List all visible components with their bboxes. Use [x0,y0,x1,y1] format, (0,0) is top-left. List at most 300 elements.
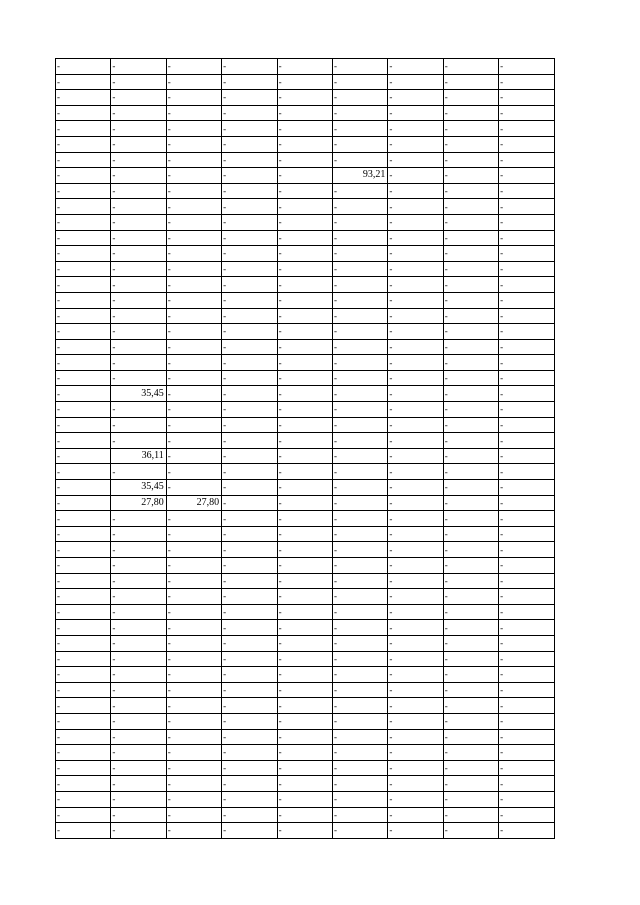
table-cell: - [166,558,221,574]
table-cell: - [277,136,332,152]
table-cell: - [277,682,332,698]
table-cell: - [332,729,387,745]
table-cell: - [443,760,498,776]
table-cell: - [111,136,166,152]
table-cell: - [443,745,498,761]
table-cell: - [443,59,498,75]
table-cell: - [166,698,221,714]
table-cell: - [443,791,498,807]
table-cell: - [388,776,443,792]
table-cell: - [443,402,498,418]
table-cell: - [388,807,443,823]
table-cell: - [111,292,166,308]
table-cell: - [56,402,111,418]
table-cell: - [388,760,443,776]
table-cell: - [443,667,498,683]
table-cell: - [332,246,387,262]
table-cell: - [388,214,443,230]
table-cell: - [166,183,221,199]
table-cell: - [499,168,554,184]
table-cell: - [388,558,443,574]
table-cell: - [443,698,498,714]
table-cell: - [499,308,554,324]
table-cell: - [499,152,554,168]
table-cell: 35,45 [111,386,166,402]
table-cell: - [499,713,554,729]
table-row [56,355,555,371]
table-cell: - [222,324,277,340]
table-cell: - [222,589,277,605]
table-cell: - [499,136,554,152]
table-cell: - [443,370,498,386]
table-cell: - [56,324,111,340]
table-cell: - [166,776,221,792]
table-cell: - [222,464,277,480]
table-cell: - [222,433,277,449]
table-cell: - [111,542,166,558]
table-cell: 27,80 [111,495,166,511]
table-cell: - [166,620,221,636]
table-cell: - [499,823,554,839]
table-cell: - [388,433,443,449]
table-row [56,464,555,480]
table-cell: - [499,698,554,714]
table-cell: - [499,604,554,620]
table-cell: - [332,526,387,542]
table-cell: - [499,635,554,651]
table-row [56,589,555,605]
table-cell: - [166,542,221,558]
table-cell: - [443,589,498,605]
table-cell: - [166,589,221,605]
table-row [56,745,555,761]
table-row [56,370,555,386]
table-cell: - [332,791,387,807]
table-cell: - [277,292,332,308]
table-cell: - [443,464,498,480]
table-cell: - [443,495,498,511]
table-row [56,339,555,355]
table-cell: - [222,682,277,698]
table-cell: - [111,682,166,698]
table-cell: - [56,448,111,464]
table-cell: - [222,183,277,199]
table-row [56,324,555,340]
table-cell: - [388,386,443,402]
table-row [56,183,555,199]
table-cell: - [166,59,221,75]
table-cell: - [222,604,277,620]
table-cell: - [166,745,221,761]
table-cell: - [443,807,498,823]
table-cell: - [277,511,332,527]
table-cell: - [499,651,554,667]
data-table [55,58,555,839]
table-cell: - [166,823,221,839]
table-cell: - [222,59,277,75]
table-cell: - [222,480,277,496]
table-cell: - [499,589,554,605]
table-cell: - [332,667,387,683]
table-cell: - [443,651,498,667]
table-cell: - [443,776,498,792]
table-cell: - [332,760,387,776]
table-row [56,90,555,106]
table-body [56,59,555,839]
table-cell: - [56,729,111,745]
table-cell: - [499,558,554,574]
table-cell: - [222,526,277,542]
table-cell: - [222,635,277,651]
table-cell: - [166,136,221,152]
table-cell: - [443,604,498,620]
table-cell: - [443,480,498,496]
table-cell: - [332,90,387,106]
table-cell: - [166,667,221,683]
table-cell: - [332,495,387,511]
table-cell: - [56,480,111,496]
table-cell: - [56,526,111,542]
table-cell: - [222,823,277,839]
table-cell: - [388,480,443,496]
table-cell: - [277,308,332,324]
table-cell: - [166,713,221,729]
table-cell: - [277,558,332,574]
table-cell: - [388,745,443,761]
table-row [56,776,555,792]
table-cell: 27,80 [166,495,221,511]
table-row [56,698,555,714]
table-cell: - [111,59,166,75]
table-cell: - [388,542,443,558]
table-cell: - [277,417,332,433]
table-cell: - [56,542,111,558]
table-cell: - [388,526,443,542]
table-cell: - [332,823,387,839]
table-cell: 93,21 [332,168,387,184]
table-cell: - [222,807,277,823]
table-cell: - [222,308,277,324]
table-cell: - [332,261,387,277]
table-cell: - [111,183,166,199]
table-cell: - [388,230,443,246]
table-cell: - [111,433,166,449]
table-cell: - [166,480,221,496]
table-cell: 35,45 [111,480,166,496]
table-cell: - [166,261,221,277]
table-cell: - [332,542,387,558]
table-cell: - [56,59,111,75]
table-cell: - [332,402,387,418]
table-cell: - [388,604,443,620]
table-cell: - [277,324,332,340]
table-cell: - [443,308,498,324]
table-cell: - [277,183,332,199]
table-row [56,246,555,262]
table-cell: - [166,105,221,121]
table-cell: - [499,324,554,340]
table-cell: - [443,261,498,277]
table-cell: - [388,277,443,293]
table-cell: - [56,433,111,449]
table-cell: - [388,635,443,651]
table-cell: - [111,823,166,839]
table-cell: - [388,152,443,168]
table-cell: - [332,589,387,605]
table-cell: - [277,635,332,651]
table-row [56,667,555,683]
table-cell: - [499,526,554,542]
table-cell: - [388,698,443,714]
table-cell: - [499,417,554,433]
table-cell: - [277,339,332,355]
table-cell: - [277,698,332,714]
table-cell: - [443,713,498,729]
table-cell: - [499,433,554,449]
table-row [56,807,555,823]
table-cell: - [499,105,554,121]
table-row [56,729,555,745]
table-cell: - [277,542,332,558]
table-cell: - [332,651,387,667]
table-cell: - [499,573,554,589]
table-cell: - [388,573,443,589]
table-cell: - [499,199,554,215]
table-cell: - [166,308,221,324]
table-cell: - [499,214,554,230]
table-cell: - [332,635,387,651]
table-cell: - [443,526,498,542]
table-cell: - [277,261,332,277]
table-cell: - [388,355,443,371]
table-cell: - [332,308,387,324]
table-row [56,59,555,75]
table-cell: - [277,214,332,230]
table-cell: - [222,74,277,90]
table-cell: - [166,292,221,308]
table-cell: - [443,136,498,152]
table-cell: - [166,370,221,386]
table-cell: - [277,760,332,776]
table-cell: - [332,105,387,121]
table-cell: - [332,511,387,527]
table-row [56,713,555,729]
table-cell: - [222,791,277,807]
table-cell: - [277,791,332,807]
table-cell: - [499,386,554,402]
table-cell: - [56,620,111,636]
table-cell: - [277,604,332,620]
table-cell: - [443,74,498,90]
table-cell: - [388,324,443,340]
table-cell: - [388,292,443,308]
table-cell: - [332,339,387,355]
table-cell: - [443,292,498,308]
table-cell: - [222,386,277,402]
table-cell: - [499,59,554,75]
table-cell: - [499,448,554,464]
table-cell: - [388,402,443,418]
table-cell: - [56,246,111,262]
table-cell: - [499,480,554,496]
table-cell: - [166,526,221,542]
table-cell: - [111,464,166,480]
table-cell: - [111,261,166,277]
table-cell: - [332,136,387,152]
table-row [56,292,555,308]
table-cell: - [222,214,277,230]
table-cell: - [332,277,387,293]
table-cell: - [277,448,332,464]
table-cell: - [388,667,443,683]
table-cell: - [388,620,443,636]
table-row [56,448,555,464]
table-cell: - [277,246,332,262]
table-cell: - [332,59,387,75]
table-cell: - [388,339,443,355]
table-cell: - [222,121,277,137]
table-cell: - [277,386,332,402]
table-cell: - [332,324,387,340]
table-cell: - [499,495,554,511]
table-cell: - [443,417,498,433]
table-cell: - [222,495,277,511]
table-cell: - [332,682,387,698]
table-row [56,604,555,620]
table-cell: - [499,745,554,761]
table-cell: - [222,620,277,636]
table-cell: - [443,355,498,371]
table-row [56,558,555,574]
table-cell: - [222,573,277,589]
table-cell: - [56,651,111,667]
table-cell: - [332,713,387,729]
table-row [56,433,555,449]
table-cell: - [499,667,554,683]
table-cell: - [111,308,166,324]
table-cell: - [166,635,221,651]
table-cell: - [443,230,498,246]
table-cell: - [443,823,498,839]
table-cell: - [222,760,277,776]
table-cell: - [111,604,166,620]
table-cell: - [443,511,498,527]
table-cell: - [499,776,554,792]
table-row [56,682,555,698]
table-cell: - [111,402,166,418]
table-cell: - [388,417,443,433]
table-cell: - [443,542,498,558]
table-cell: - [388,121,443,137]
table-cell: - [222,370,277,386]
table-cell: - [111,74,166,90]
table-cell: - [277,168,332,184]
table-cell: - [499,370,554,386]
table-cell: - [111,90,166,106]
table-cell: - [277,370,332,386]
table-cell: - [388,511,443,527]
table-cell: - [166,74,221,90]
table-cell: - [111,573,166,589]
table-cell: - [277,105,332,121]
table-cell: - [332,433,387,449]
table-cell: - [111,230,166,246]
table-cell: - [332,480,387,496]
table-cell: - [222,136,277,152]
table-cell: - [277,152,332,168]
table-cell: - [56,339,111,355]
table-cell: - [111,121,166,137]
table-cell: - [388,199,443,215]
table-cell: - [56,355,111,371]
table-cell: - [111,620,166,636]
table-cell: - [222,417,277,433]
table-cell: - [388,183,443,199]
table-cell: - [388,448,443,464]
table-cell: - [332,776,387,792]
table-cell: - [166,464,221,480]
table-cell: - [111,791,166,807]
table-cell: - [388,589,443,605]
table-cell: - [332,573,387,589]
table-cell: - [56,74,111,90]
table-cell: - [332,386,387,402]
table-cell: - [443,729,498,745]
table-cell: - [56,152,111,168]
table-cell: - [111,760,166,776]
table-cell: - [332,230,387,246]
table-cell: - [111,246,166,262]
table-cell: - [332,604,387,620]
table-cell: - [499,511,554,527]
table-row [56,417,555,433]
table-cell: - [332,464,387,480]
table-cell: - [166,433,221,449]
table-cell: - [166,573,221,589]
table-cell: - [277,59,332,75]
table-cell: - [166,246,221,262]
table-cell: - [277,74,332,90]
table-row [56,402,555,418]
table-cell: - [111,745,166,761]
table-cell: - [111,355,166,371]
table-cell: - [499,74,554,90]
table-cell: - [111,277,166,293]
table-cell: - [166,760,221,776]
table-cell: - [277,277,332,293]
table-cell: - [277,823,332,839]
table-cell: - [166,417,221,433]
table-row [56,121,555,137]
table-cell: - [56,292,111,308]
table-cell: - [56,105,111,121]
table-cell: - [166,121,221,137]
table-row [56,199,555,215]
table-cell: - [222,230,277,246]
table-cell: - [56,370,111,386]
table-cell: - [56,168,111,184]
table-row [56,261,555,277]
table-cell: - [56,464,111,480]
table-cell: - [166,511,221,527]
table-cell: - [166,682,221,698]
table-cell: - [499,729,554,745]
table-cell: - [443,324,498,340]
table-cell: - [499,277,554,293]
table-cell: - [56,791,111,807]
table-cell: - [166,277,221,293]
table-cell: - [388,651,443,667]
